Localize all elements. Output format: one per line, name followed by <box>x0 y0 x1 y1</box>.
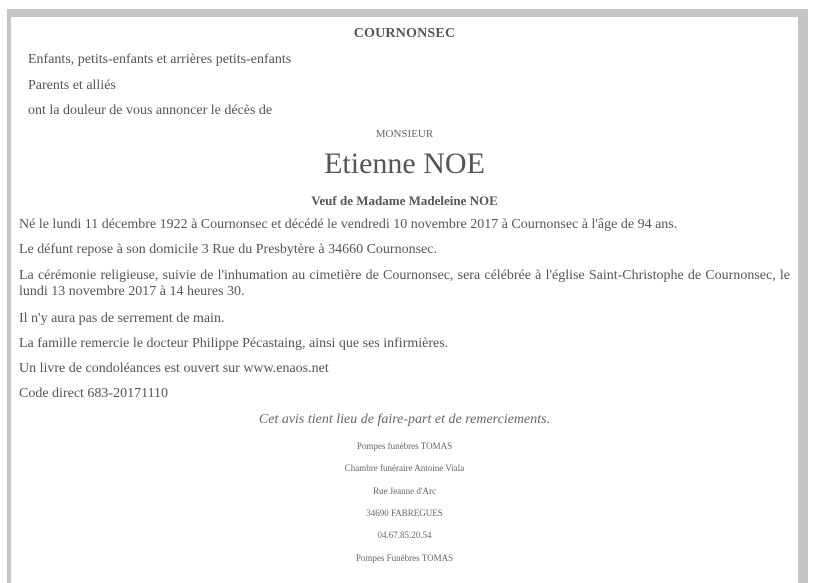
closing-line: Cet avis tient lieu de faire-part et de remerciements. <box>258 412 551 427</box>
deceased-name: Etienne NOE <box>324 147 485 180</box>
death-notice <box>11 17 798 583</box>
funeral-home-name: Pompes funèbres TOMAS <box>356 441 453 451</box>
condolence-book-paragraph: Un livre de condoléances est ouvert sur www.enaos.net <box>19 361 329 376</box>
ceremony-paragraph: La cérémonie religieuse, suivie de l'inhumation au cimetière de Cournonsec, sera célébrée à l'église Saint-Christophe de Cournonsec, le lundi 13 novembre 2017 à 14 heures 30. <box>19 268 790 299</box>
civility: MONSIEUR <box>375 128 434 140</box>
intro-line-relatives: Parents et alliés <box>28 78 116 93</box>
funeral-chamber: Chambre funéraire Antoine Viala <box>344 463 465 473</box>
town-heading: COURNONSEC <box>353 26 456 41</box>
funeral-home-city: 34690 FABREGUES <box>366 508 443 518</box>
intro-line-announcement: ont la douleur de vous annoncer le décès de <box>28 103 273 118</box>
thanks-paragraph: La famille remercie le docteur Philippe Pécastaing, ainsi que ses infirmières. <box>19 336 449 351</box>
direct-code-paragraph: Code direct 683-20171110 <box>19 386 169 401</box>
funeral-home-phone: 04.67.85.20.54 <box>377 530 432 540</box>
rest-place-paragraph: Le défunt repose à son domicile 3 Rue du Presbytère à 34660 Cournonsec. <box>19 242 437 257</box>
no-handshake-paragraph: Il n'y aura pas de serrement de main. <box>19 311 225 326</box>
birth-death-paragraph: Né le lundi 11 décembre 1922 à Cournonsec et décédé le vendredi 10 novembre 2017 à Cournonsec à l'âge de 94 ans. <box>19 217 678 232</box>
intro-line-family: Enfants, petits-enfants et arrières petits-enfants <box>28 52 292 67</box>
funeral-home-street: Rue Jeanne d'Arc <box>372 486 437 496</box>
spouse-line: Veuf de Madame Madeleine NOE <box>311 193 498 208</box>
funeral-home-signature: Pompes Funèbres TOMAS <box>355 553 454 563</box>
